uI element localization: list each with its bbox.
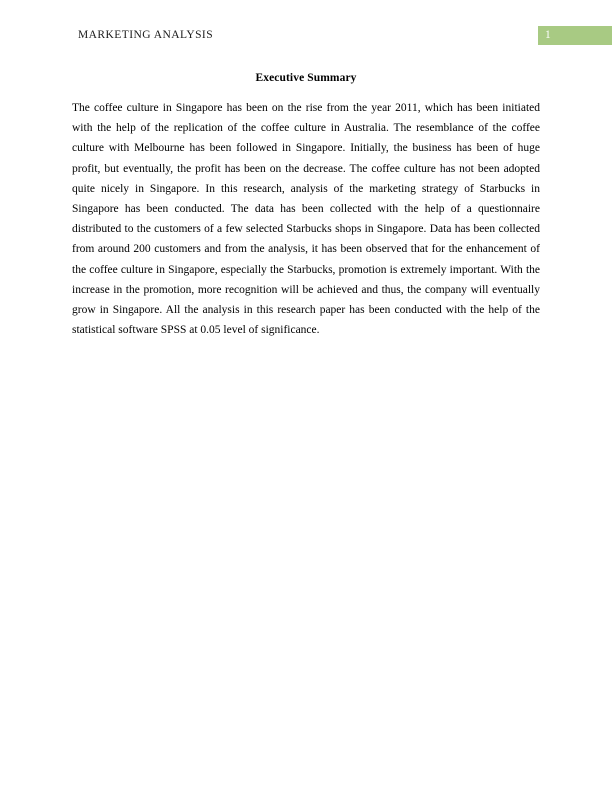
- document-content: [72, 68, 540, 340]
- executive-summary-paragraph: The coffee culture in Singapore has been on the rise from the year 2011, which has been initiated with the help of the replication of the coffee culture in Australia. The resemblance of the coffee culture with Melbourne has been followed in Singapore. Initially, the business has been of huge profit, but eventually, the profit has been on the decrease. The coffee culture has not been adopted quite nicely in Singapore. In this research, analysis of the marketing strategy of Starbucks in Singapore has been conducted. The data has been collected with the help of a questionnaire distributed to the customers of a few selected Starbucks shops in Singapore. Data has been collected from around 200 customers and from the analysis, it has been observed that for the enhancement of the coffee culture in Singapore, especially the Starbucks, promotion is extremely important. With the increase in the promotion, more recognition will be achieved and thus, the company will eventually grow in Singapore. All the analysis in this research paper has been conducted with the help of the statistical software SPSS at 0.05 level of significance.: [72, 102, 540, 337]
- page-header: [0, 26, 612, 46]
- page-number-highlight-band: [538, 26, 612, 45]
- running-header-title: MARKETING ANALYSIS: [78, 29, 214, 41]
- section-title: Executive Summary: [255, 72, 357, 84]
- page-number: 1: [545, 29, 551, 41]
